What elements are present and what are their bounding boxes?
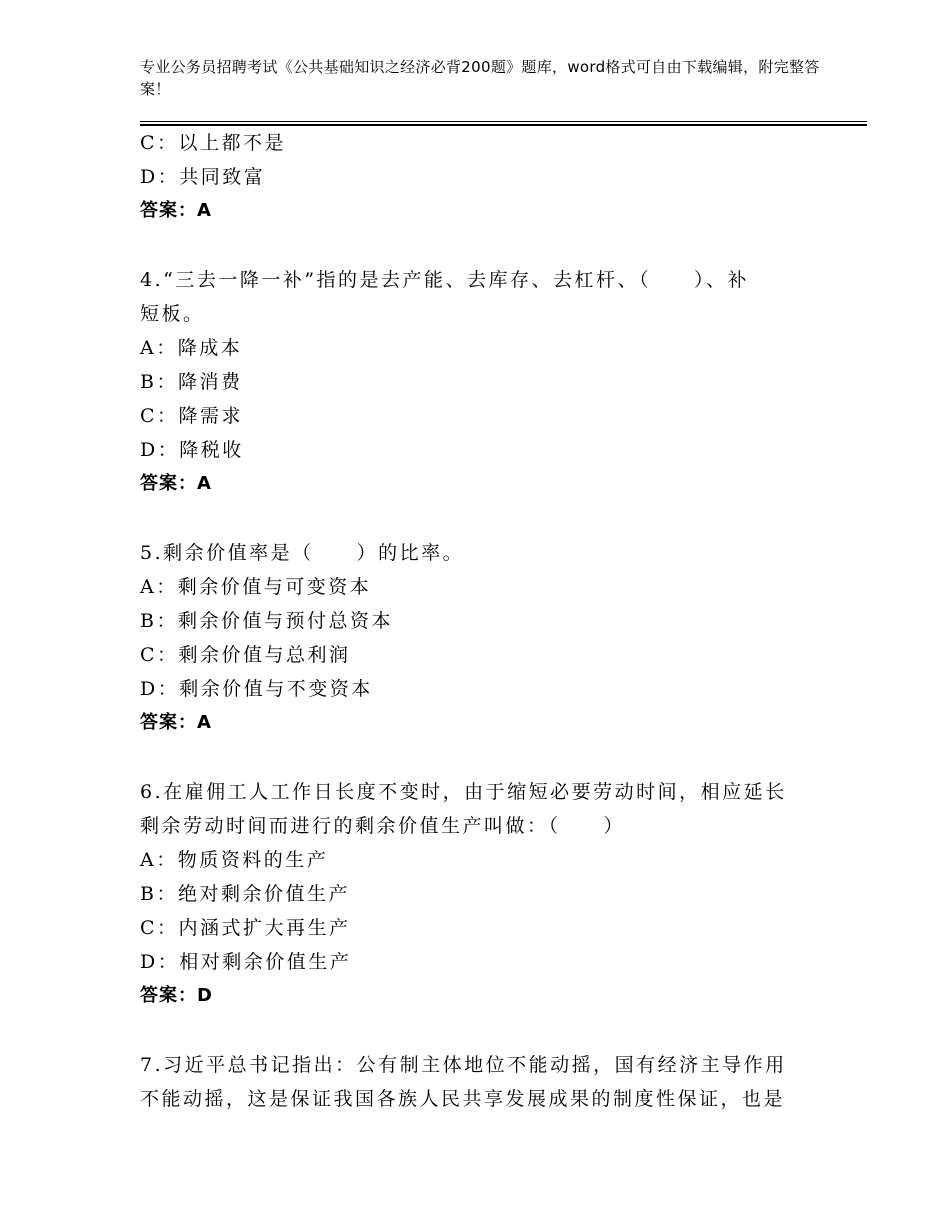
answer-value: A [197,200,212,221]
q5-option-d: D：剩余价值与不变资本 [140,678,373,700]
answer-value: A [197,473,212,494]
q6-option-a: A：物质资料的生产 [140,849,329,871]
q6-answer [140,984,213,1008]
header-divider-bottom [140,124,867,126]
header-divider-top [140,121,867,122]
q5-answer [140,711,212,735]
q4-stem-line2: 短板。 [140,303,205,325]
q6-option-b: B：绝对剩余价值生产 [140,883,350,905]
q5-option-b: B：剩余价值与预付总资本 [140,610,393,632]
q4-stem-line1: 4.“三去一降一补”指的是去产能、去库存、去杠杆、（ ）、补 [140,269,750,291]
document-header: 专业公务员招聘考试《公共基础知识之经济必背200题》题库，word格式可自由下载编辑，附完整答案！ [140,58,820,98]
q6-option-c: C：内涵式扩大再生产 [140,917,351,939]
q4-option-a: A：降成本 [140,337,243,359]
q6-stem-line2: 剩余劳动时间而进行的剩余价值生产叫做：（ ） [140,815,626,837]
answer-value: D [197,985,213,1006]
q3-option-c: C：以上都不是 [140,132,287,154]
q5-stem-line1: 5.剩余价值率是（ ）的比率。 [140,542,465,564]
q4-option-d: D：降税收 [140,439,244,461]
answer-value: A [197,712,212,733]
answer-label: 答案： [140,712,197,733]
q6-option-d: D：相对剩余价值生产 [140,951,352,973]
answer-label: 答案： [140,473,197,494]
q4-option-b: B：降消费 [140,371,243,393]
q6-stem-line1: 6.在雇佣工人工作日长度不变时，由于缩短必要劳动时间，相应延长 [140,781,787,803]
q7-stem-line2: 不能动摇，这是保证我国各族人民共享发展成果的制度性保证，也是 [140,1088,786,1110]
q3-answer [140,199,212,223]
answer-label: 答案： [140,985,197,1006]
q7-stem-line1: 7.习近平总书记指出：公有制主体地位不能动摇，国有经济主导作用 [140,1054,787,1076]
answer-label: 答案： [140,200,197,221]
q4-answer [140,472,212,496]
q3-option-d: D：共同致富 [140,166,266,188]
q4-option-c: C：降需求 [140,405,244,427]
q5-option-c: C：剩余价值与总利润 [140,644,351,666]
q5-option-a: A：剩余价值与可变资本 [140,576,372,598]
